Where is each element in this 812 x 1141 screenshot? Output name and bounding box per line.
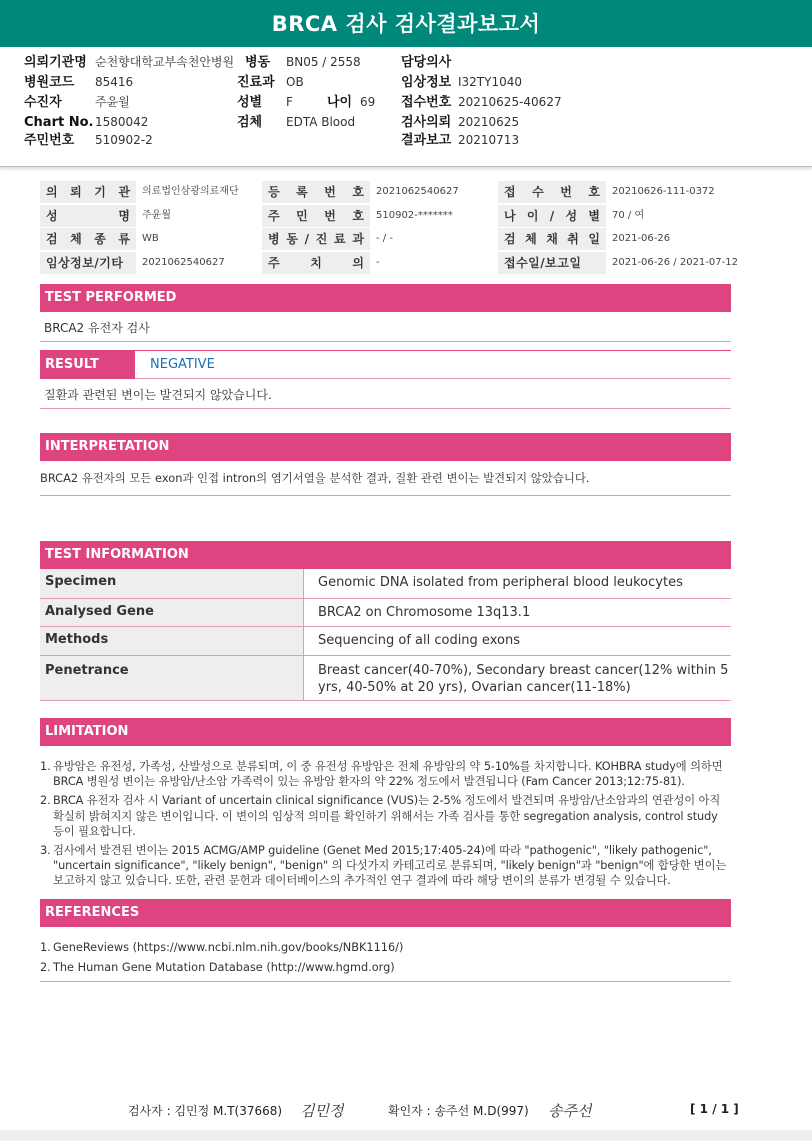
header-row-3 [0,93,812,112]
list-number: 1. [40,941,51,954]
info-label-char: 등 [268,185,280,199]
test-info-row [40,656,731,701]
info-value: 주윤월 [142,210,171,221]
institution-label: 의뢰기관명 [24,55,87,70]
result-value: NEGATIVE [150,357,215,372]
test-info-row [40,569,731,599]
patient-label: 수진자 [24,95,62,110]
info-label [498,252,606,274]
divider [40,341,731,342]
test-performed-text: BRCA2 유전자 검사 [44,321,150,335]
info-value: 2021062540627 [376,186,459,197]
clinical-info-value: I32TY1040 [458,75,523,89]
divider [303,599,304,626]
info-label [498,205,606,227]
institution-value: 순천향대학교부속천안병원 [95,55,235,69]
info-label-char: 체 [525,232,537,246]
info-label-char: 수 [532,185,544,199]
info-value: 2021-06-26 / 2021-07-12 [612,257,738,268]
info-value: 2021062540627 [142,257,225,268]
list-text: 유방암은 유전성, 가족성, 산발성으로 분류되며, 이 중 유전성 유방암은 전체 유방암의 약 5-10%를 차지합니다. KOHBRA study에 의하면 BRCA 병원성 변이는 유방암/난소암 가족력이 있는 유방암 환자의 약 22% 정도에서 발견됩니다 (Fam Cancer 2013;12:75-81). [53,760,723,789]
test-info-value: Breast cancer(40-70%), Secondary breast cancer(12% within 5 yrs, 40-50% at 20 yrs), Ovarian cancer(11-18%) [318,663,729,695]
info-label [40,181,136,203]
test-info-label: Analysed Gene [40,599,303,626]
info-label-char: 나 [504,209,516,223]
limitation-heading: LIMITATION [40,718,731,746]
patient-header [0,50,812,167]
specimen-label: 검체 [237,115,263,130]
examiner-text: 검사자 : 김민정 M.T(37668) [128,1104,283,1118]
clinical-info-label: 임상정보 [401,75,452,90]
test-info-label: Methods [40,627,303,655]
info-label-char: 접 [504,185,516,199]
info-label-char: 검 [46,232,58,246]
info-value: - [376,257,380,268]
list-item [40,843,730,889]
list-item [40,938,730,958]
info-label-char: 성 [565,209,578,223]
page-number: [ 1 / 1 ] [690,1102,739,1116]
test-info-value: Sequencing of all coding exons [318,633,520,648]
info-label [40,205,136,227]
age-value: 69 [360,95,376,109]
list-number: 1. [40,760,51,773]
info-value: 2021-06-26 [612,233,671,244]
info-label [40,228,136,250]
info-label-char: 병 [268,232,280,246]
info-label-char: 의 [46,185,58,199]
doctor-label: 담당의사 [401,55,452,70]
info-label-char: 민 [296,209,308,223]
info-label-char: 호 [352,209,364,223]
info-label-char: 별 [588,209,600,223]
sex-value: F [286,95,293,109]
rrn-value: 510902-2 [95,133,153,147]
result-row [40,350,731,379]
test-info-value: BRCA2 on Chromosome 13q13.1 [318,605,531,620]
reference-text: GeneReviews (https://www.ncbi.nlm.nih.gov/books/NBK1116/) [53,941,404,954]
divider [40,408,731,409]
chart-no-label: Chart No. [24,115,94,130]
signature-footer [0,1102,812,1122]
info-label [498,181,606,203]
reference-text: The Human Gene Mutation Database (http://www.hgmd.org) [53,961,395,974]
info-label [262,228,370,250]
department-value: OB [286,75,304,89]
info-label [40,252,136,274]
report-date-label: 결과보고 [401,133,452,148]
divider [40,981,731,982]
references-heading: REFERENCES [40,899,731,927]
list-number: 3. [40,844,51,858]
list-number: 2. [40,961,51,974]
test-info-label: Penetrance [40,656,303,700]
info-label-char: 료 [334,232,346,246]
info-label-char: 채 [546,232,558,246]
ward-label: 병동 [245,55,271,70]
test-performed-heading: TEST PERFORMED [40,284,731,312]
limitation-list [40,759,730,893]
info-label-char: 명 [118,209,130,223]
info-label-char: 진 [315,232,328,246]
list-item [40,759,730,789]
info-label-char: 주 [268,209,280,223]
header-row-1 [0,53,812,72]
department-label: 진료과 [237,75,275,90]
report-title: BRCA 검사 검사결과보고서 [0,0,812,47]
sex-label: 성별 [237,95,263,110]
info-value: 70 / 여 [612,210,645,221]
info-label-char: 기 [94,185,106,199]
list-item [40,793,730,839]
info-label-char: 류 [118,232,130,246]
test-information-heading: TEST INFORMATION [40,541,731,569]
request-value: 20210625 [458,115,520,129]
info-label-char: 번 [324,185,336,199]
chart-no-value: 1580042 [95,115,149,129]
info-label-char: 성 [46,209,58,223]
hospital-code-value: 85416 [95,75,134,89]
info-label-char: 과 [352,232,364,246]
header-row-5 [0,131,812,150]
examiner-signature: 김민정 [300,1102,344,1120]
references-list [40,938,730,978]
interpretation-heading: INTERPRETATION [40,433,731,461]
specimen-value: EDTA Blood [286,115,356,129]
header-row-2 [0,73,812,92]
info-label-char: / [549,209,555,223]
interpretation-text: BRCA2 유전자의 모든 exon과 인접 intron의 염기서열을 분석한 결과, 질환 관련 변이는 발견되지 않았습니다. [40,471,590,485]
request-label: 검사의뢰 [401,115,452,130]
info-label-char: 치 [310,256,322,270]
info-row [40,181,732,204]
header-row-4 [0,113,812,132]
receipt-label: 접수번호 [401,95,452,110]
test-info-row [40,599,731,627]
info-value: 20210626-111-0372 [612,186,715,197]
info-value: - / - [376,233,393,244]
list-number: 2. [40,794,51,808]
list-text: BRCA 유전자 검사 시 Variant of uncertain clinical significance (VUS)는 2-5% 정도에서 발견되며 유방암/난소암과의 연관성이 아직 확실히 밝혀지지 않은 변이입니다. 이 변이의 임상적 의미를 확인하기 위해서는 가족 검사를 통한 segregation analysis, control study 등이 필요합니다. [53,794,721,838]
info-label [262,205,370,227]
info-label [498,228,606,250]
test-info-value: Genomic DNA isolated from peripheral blood leukocytes [318,575,683,590]
divider [303,569,304,598]
info-label-char: 임상정보/기타 [46,256,124,270]
confirmer-signature: 송주선 [548,1102,592,1120]
rrn-label: 주민번호 [24,133,75,148]
info-value: 510902-******* [376,210,453,221]
info-label-char: 취 [567,232,579,246]
info-label-char: 일 [588,232,600,246]
divider [40,495,731,496]
list-item [40,958,730,978]
receipt-value: 20210625-40627 [458,95,562,109]
info-label [262,252,370,274]
info-label-char: 뢰 [70,185,82,199]
divider [303,627,304,655]
patient-value: 주윤월 [95,95,130,109]
info-label-char: / [304,232,310,246]
bottom-strip [0,1130,812,1141]
info-label-char: 체 [70,232,82,246]
info-label-char: 록 [296,185,308,199]
info-value: 의료법인삼광의료재단 [142,186,239,197]
divider [303,656,304,700]
confirmer-text: 확인자 : 송주선 M.D(997) [388,1104,529,1118]
info-label-char: 의 [352,256,364,270]
info-label-char: 호 [352,185,364,199]
ward-value: BN05 / 2558 [286,55,361,69]
info-label [262,181,370,203]
test-info-row [40,627,731,656]
info-label-char: 번 [324,209,336,223]
result-text: 질환과 관련된 변이는 발견되지 않았습니다. [44,388,272,402]
report-date-value: 20210713 [458,133,520,147]
age-label: 나이 [327,95,353,110]
info-label-char: 동 [286,232,298,246]
hospital-code-label: 병원코드 [24,75,75,90]
info-label-char: 주 [268,256,280,270]
result-label: RESULT [40,350,135,379]
info-label-char: 접수일/보고일 [504,256,582,270]
info-value: WB [142,233,159,244]
info-label-char: 이 [526,209,539,223]
info-label-char: 호 [588,185,600,199]
test-info-label: Specimen [40,569,303,598]
info-row [40,252,738,275]
info-row [40,205,732,228]
info-label-char: 번 [560,185,572,199]
list-text: 검사에서 발견된 변이는 2015 ACMG/AMP guideline (Genet Med 2015;17:405-24)에 따라 "pathogenic", "likely pathogenic", "uncertain significance", "likely benign", "benign" 의 다섯가지 카테고리로 분류되며, "likely benign"과 "benign"에 합당한 변이는 보고하지 않고 있습니다. 또한, 관련 문헌과 데이터베이스의 추가적인 연구 결과에 따라 해당 변이의 분류가 변경될 수 있습니다. [53,844,727,888]
info-label-char: 종 [94,232,106,246]
info-row [40,228,732,251]
info-label-char: 관 [118,185,130,199]
info-label-char: 검 [504,232,516,246]
